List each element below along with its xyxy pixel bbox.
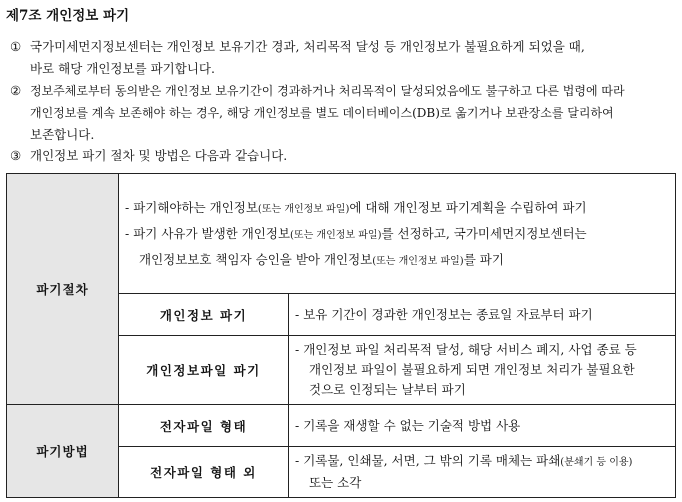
paragraph-2-line-2: 개인정보를 계속 보존해야 하는 경우, 해당 개인정보를 별도 데이터베이스(DB)로 옮기거나 보관장소를 달리하여 <box>30 106 614 120</box>
paragraph-1 <box>10 36 678 80</box>
procedure-description <box>119 174 676 294</box>
article-title: 제7조 개인정보 파기 <box>6 8 130 24</box>
procedure-line-2: - 파기 사유가 발생한 개인정보(또는 개인정보 파일)를 선정하고, 국가미세먼지정보센터는 <box>125 225 587 241</box>
destruction-table <box>6 173 676 498</box>
procedure-line-1: - 파기해야하는 개인정보(또는 개인정보 파일)에 대해 개인정보 파기계획을 수립하여 파기 <box>125 199 587 215</box>
paragraph-2 <box>10 80 678 146</box>
personal-info-file-destruction-label: 개인정보파일 파기 <box>119 336 289 405</box>
electronic-file-label: 전자파일 형태 <box>119 405 289 447</box>
paragraph-3-line-1: 개인정보 파기 절차 및 방법은 다음과 같습니다. <box>30 148 288 163</box>
paragraph-1-line-1: 국가미세먼지정보센터는 개인정보 보유기간 경과, 처리목적 달성 등 개인정보가 불필요하게 되었을 때, <box>30 39 585 54</box>
paragraph-2-line-3: 보존합니다. <box>30 127 95 142</box>
paragraph-2-line-1: 정보주체로부터 동의받은 개인정보 보유기간이 경과하거나 처리목적이 달성되었음에도 불구하고 다른 법령에 따라 <box>30 84 625 98</box>
method-header: 파기방법 <box>7 405 119 498</box>
procedure-header: 파기절차 <box>7 174 119 405</box>
paragraph-2-mark: ② <box>10 83 22 98</box>
personal-info-destruction-text: - 보유 기간이 경과한 개인정보는 종료일 자료부터 파기 <box>289 294 676 336</box>
non-electronic-label: 전자파일 형태 외 <box>119 447 289 498</box>
personal-info-file-destruction-text: - 개인정보 파일 처리목적 달성, 해당 서비스 폐지, 사업 종료 등 개인정보 파일이 불필요하게 되면 개인정보 처리가 불필요한 것으로 인정되는 날부터 파기 <box>289 336 676 405</box>
paragraph-3 <box>10 145 678 167</box>
personal-info-destruction-label: 개인정보 파기 <box>119 294 289 336</box>
electronic-file-text: - 기록을 재생할 수 없는 기술적 방법 사용 <box>289 405 676 447</box>
paragraph-1-line-2: 바로 해당 개인정보를 파기합니다. <box>30 61 215 76</box>
paragraph-3-mark: ③ <box>10 148 22 163</box>
paragraph-1-mark: ① <box>10 39 22 54</box>
non-electronic-text: - 기록물, 인쇄물, 서면, 그 밖의 기록 매체는 파쇄(분쇄기 등 이용) 또는 소각 <box>289 447 676 498</box>
procedure-line-3: 개인정보보호 책임자 승인을 받아 개인정보(또는 개인정보 파일)를 파기 <box>139 251 504 267</box>
